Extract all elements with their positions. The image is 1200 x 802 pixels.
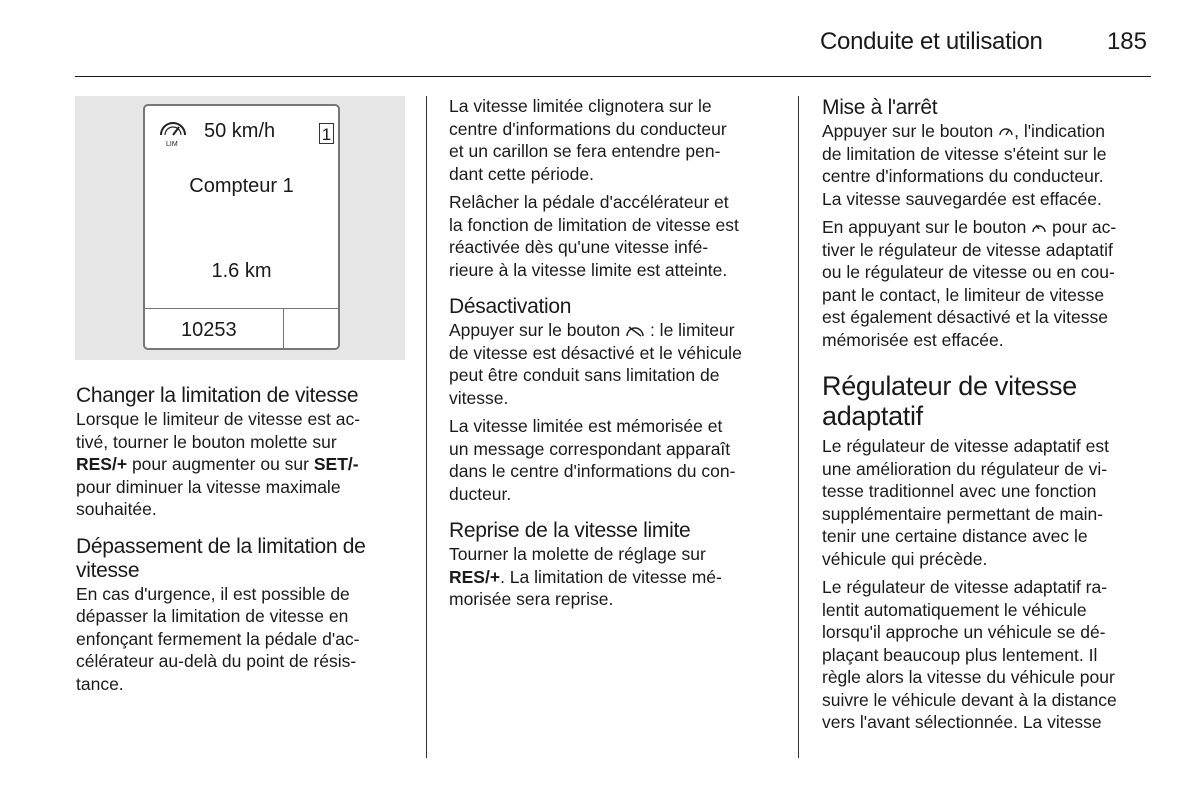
text-line: enfonçant fermement la pédale d'ac- bbox=[76, 628, 360, 649]
text-line: est également désactivé et la vitesse bbox=[822, 307, 1108, 327]
text-line: dant cette période. bbox=[449, 163, 594, 184]
text-line: centre d'informations du conducteur. bbox=[822, 166, 1104, 186]
text-fragment: pour ac- bbox=[1047, 217, 1117, 237]
text-line: plaçant beaucoup plus lentement. Il bbox=[822, 644, 1098, 665]
bold-term: RES/+ bbox=[449, 566, 501, 587]
text-fragment: Appuyer sur le bouton bbox=[822, 121, 999, 141]
svg-text:LIM: LIM bbox=[166, 141, 178, 148]
text-line: pour diminuer la vitesse maximale bbox=[76, 476, 341, 497]
text-fragment: . La limitation de vitesse mé- bbox=[500, 566, 722, 587]
text-line: La vitesse sauvegardée est effacée. bbox=[822, 188, 1102, 209]
text-line: supplémentaire permettant de main- bbox=[822, 503, 1104, 524]
trip-meter-label: Compteur 1 bbox=[189, 175, 294, 197]
text-line: Le régulateur de vitesse adaptatif ra- bbox=[822, 577, 1108, 597]
text-line: dépasser la limitation de vitesse en bbox=[76, 606, 349, 626]
text-line: dans le centre d'informations du con- bbox=[449, 461, 736, 481]
driver-info-display bbox=[143, 104, 340, 350]
text-line: tesse traditionnel avec une fonction bbox=[822, 481, 1097, 501]
odometer-value: 10253 bbox=[181, 319, 237, 341]
text-fragment: En appuyant sur le bouton bbox=[822, 217, 1032, 237]
text-line: tiver le régulateur de vitesse adaptatif bbox=[822, 239, 1113, 260]
text-line: tance. bbox=[76, 673, 124, 694]
text-line: En cas d'urgence, il est possible de bbox=[76, 583, 350, 604]
text-line: célérateur au-delà du point de résis- bbox=[76, 651, 357, 671]
column-divider-2 bbox=[798, 96, 799, 758]
text-line: la fonction de limitation de vitesse est bbox=[449, 214, 739, 235]
heading-reprise bbox=[449, 519, 789, 543]
heading-depassement bbox=[76, 535, 411, 583]
speed-limiter-icon bbox=[157, 118, 189, 148]
column-2-text bbox=[449, 95, 789, 617]
text-line: pant le contact, le limiteur de vitesse bbox=[822, 284, 1105, 305]
display-empty-cell bbox=[283, 309, 338, 348]
heading-text: Changer la limitation de vitesse bbox=[76, 384, 359, 407]
text-line: règle alors la vitesse du véhicule pour bbox=[822, 667, 1115, 687]
text-line: peut être conduit sans limitation de bbox=[449, 365, 720, 385]
text-line: Le régulateur de vitesse adaptatif est bbox=[822, 436, 1109, 456]
paragraph bbox=[449, 191, 789, 281]
column-1-text bbox=[76, 384, 411, 701]
section-title: Conduite et utilisation bbox=[820, 28, 1043, 55]
paragraph bbox=[822, 576, 1162, 734]
speed-limiter-off-icon bbox=[625, 324, 645, 338]
heading-mise-a-larret bbox=[822, 96, 1162, 120]
text-fragment: : le limiteur bbox=[645, 320, 735, 340]
text-fragment: Appuyer sur le bouton bbox=[449, 320, 626, 340]
bold-term: SET/- bbox=[313, 454, 359, 474]
text-line: une amélioration du régulateur de vi- bbox=[822, 458, 1108, 479]
text-line: rieure à la vitesse limite est atteinte. bbox=[449, 259, 728, 280]
text-line: de vitesse est désactivé et le véhicule bbox=[449, 342, 742, 363]
column-3-text bbox=[822, 96, 1162, 740]
text-line: tenir une certaine distance avec le bbox=[822, 526, 1088, 546]
heading-text: Dépassement de la limitation de bbox=[76, 534, 366, 558]
paragraph bbox=[76, 408, 411, 521]
heading-text: Mise à l'arrêt bbox=[822, 96, 938, 119]
text-line: centre d'informations du conducteur bbox=[449, 118, 727, 139]
text-line: Lorsque le limiteur de vitesse est ac- bbox=[76, 409, 361, 429]
display-bottom-row bbox=[145, 308, 338, 348]
text-line: morisée sera reprise. bbox=[449, 589, 614, 609]
text-line: réactivée dès qu'une vitesse infé- bbox=[449, 237, 709, 257]
paragraph bbox=[449, 95, 789, 185]
heading-changer-limitation bbox=[76, 384, 411, 408]
heading-text: vitesse bbox=[76, 558, 140, 582]
paragraph bbox=[449, 415, 789, 505]
speed-limiter-icon bbox=[998, 125, 1014, 139]
text-line: et un carillon se fera entendre pen- bbox=[449, 141, 721, 161]
text-line: ducteur. bbox=[449, 483, 512, 504]
heading-text: Régulateur de vitesse bbox=[822, 371, 1077, 401]
heading-text: adaptatif bbox=[822, 401, 923, 431]
text-line: La vitesse limitée est mémorisée et bbox=[449, 416, 723, 436]
text-line: souhaitée. bbox=[76, 499, 157, 519]
limit-speed-value: 50 km/h bbox=[204, 120, 276, 142]
paragraph bbox=[76, 583, 411, 696]
heading-desactivation bbox=[449, 295, 789, 319]
instrument-display-figure bbox=[75, 96, 405, 360]
paragraph bbox=[822, 120, 1162, 210]
heading-text: Désactivation bbox=[449, 295, 572, 318]
text-line: Relâcher la pédale d'accélérateur et bbox=[449, 192, 729, 212]
text-line: Tourner la molette de réglage sur bbox=[449, 544, 706, 564]
trip-distance: 1.6 km bbox=[211, 260, 272, 282]
paragraph bbox=[822, 435, 1162, 570]
text-line: mémorisée est effacée. bbox=[822, 329, 1004, 350]
text-line: suivre le véhicule devant à la distance bbox=[822, 689, 1117, 710]
text-line: La vitesse limitée clignotera sur le bbox=[449, 96, 712, 116]
text-line: un message correspondant apparaît bbox=[449, 438, 731, 459]
page-number: 185 bbox=[1106, 28, 1147, 55]
heading-regulateur-adaptatif bbox=[822, 371, 1162, 431]
text-fragment: pour augmenter ou sur bbox=[127, 454, 314, 474]
text-fragment: , l'indication bbox=[1014, 121, 1105, 141]
cruise-control-icon bbox=[1031, 221, 1047, 235]
paragraph bbox=[449, 543, 789, 611]
paragraph bbox=[822, 216, 1162, 351]
text-line: tivé, tourner le bouton molette sur bbox=[76, 431, 337, 452]
paragraph bbox=[449, 319, 789, 409]
page-header bbox=[75, 24, 1151, 77]
text-line: vitesse. bbox=[449, 387, 509, 408]
column-divider-1 bbox=[426, 96, 427, 758]
bold-term: RES/+ bbox=[76, 454, 128, 474]
text-line: ou le régulateur de vitesse ou en cou- bbox=[822, 262, 1115, 282]
text-line: vers l'avant sélectionnée. La vitesse bbox=[822, 712, 1102, 732]
heading-text: Reprise de la vitesse limite bbox=[449, 519, 691, 542]
gear-indicator: 1 bbox=[319, 123, 334, 144]
text-line: lorsqu'il approche un véhicule se dé- bbox=[822, 622, 1106, 642]
text-line: lentit automatiquement le véhicule bbox=[822, 599, 1087, 620]
text-line: de limitation de vitesse s'éteint sur le bbox=[822, 143, 1107, 164]
text-line: véhicule qui précède. bbox=[822, 548, 988, 569]
